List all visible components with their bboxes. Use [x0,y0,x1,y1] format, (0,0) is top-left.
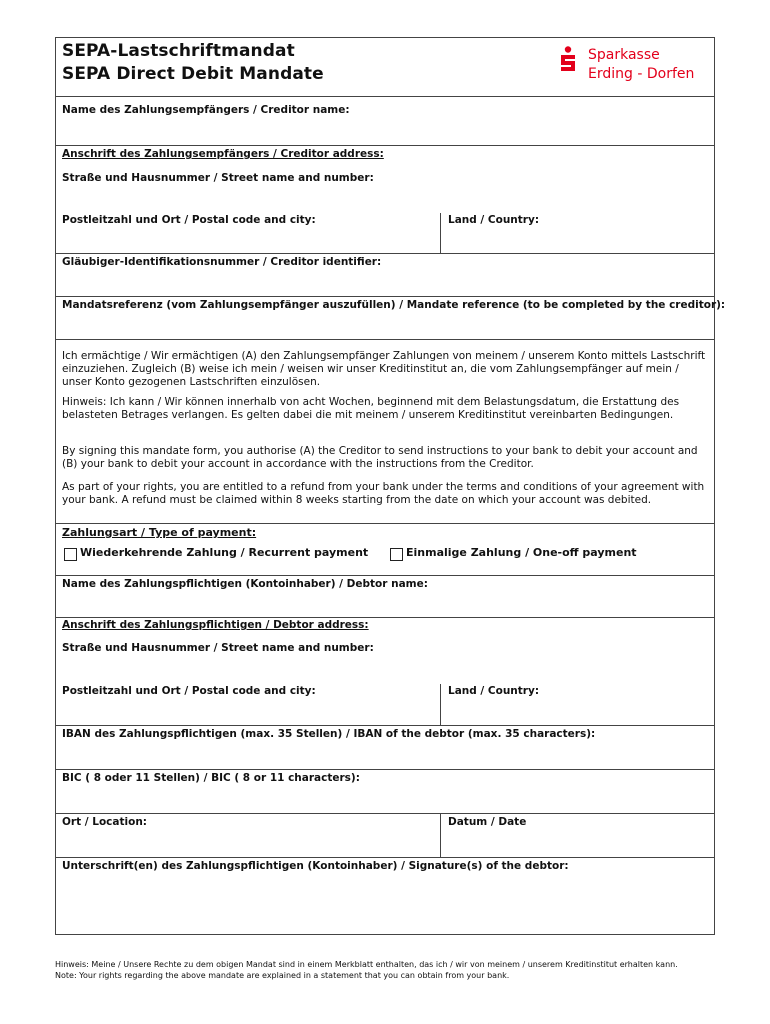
debtor-name-label: Name des Zahlungspflichtigen (Kontoinhaber) / Debtor name: [62,578,428,590]
sparkasse-logo [558,44,708,90]
mandate-reference-field[interactable] [56,297,726,340]
creditor-country-label: Land / Country: [448,214,540,226]
payment-type-label: Zahlungsart / Type of payment: [62,526,257,539]
debtor-country-label: Land / Country: [448,685,540,697]
iban-field[interactable] [56,726,714,770]
recurrent-payment-label: Wiederkehrende Zahlung / Recurrent payment [80,546,369,559]
debtor-address-block [56,618,714,726]
debtor-country-divider [440,684,441,726]
mandate-form [55,37,726,935]
signature-field[interactable] [56,858,714,936]
iban-label: IBAN des Zahlungspflichtigen (max. 35 Stellen) / IBAN of the debtor (max. 35 characters): [62,728,596,740]
signature-label: Unterschrift(en) des Zahlungspflichtigen (Kontoinhaber) / Signature(s) of the debtor: [62,860,569,872]
creditor-name-label: Name des Zahlungsempfängers / Creditor name: [62,104,350,116]
creditor-postal-label: Postleitzahl und Ort / Postal code and city: [62,214,316,226]
creditor-identifier-label: Gläubiger-Identifikationsnummer / Creditor identifier: [62,256,382,268]
location-date-row [56,814,714,858]
title-de: SEPA-Lastschriftmandat [62,41,295,61]
logo-line-2: Erding - Dorfen [588,66,695,82]
title-en: SEPA Direct Debit Mandate [62,64,324,84]
recurrent-payment-checkbox[interactable] [64,548,77,561]
bic-label: BIC ( 8 oder 11 Stellen) / BIC ( 8 or 11 characters): [62,772,360,784]
creditor-street-label: Straße und Hausnummer / Street name and number: [62,172,374,184]
payment-type-block [56,524,714,576]
oneoff-payment-checkbox[interactable] [390,548,403,561]
location-date-divider [440,814,441,858]
bic-field[interactable] [56,770,714,814]
footnote-de: Hinweis: Meine / Unsere Rechte zu dem obigen Mandat sind in einem Merkblatt enthalten, das ich / wir von meinem / unserem Kreditinstitut erhalten kann. [55,960,678,969]
creditor-address-block [56,146,714,254]
creditor-identifier-field[interactable] [56,254,714,297]
debtor-name-field[interactable] [56,576,714,618]
sparkasse-s-icon [558,46,578,72]
mandate-text-block [56,340,714,524]
oneoff-payment-label: Einmalige Zahlung / One-off payment [406,546,637,559]
creditor-country-divider [440,213,441,254]
authorisation-text-de: Ich ermächtige / Wir ermächtigen (A) den Zahlungsempfänger Zahlungen von meinem / unserem Konto mittels Lastschrift einzuziehen. Zugleich (B) weise ich mein / weisen wir unser Kreditinstitut an, die vom Zahlungsempfänger auf mein / unser Konto gezogenen Lastschriften einzulösen. [62,350,706,388]
creditor-name-field[interactable] [56,96,714,146]
logo-line-1: Sparkasse [588,47,660,63]
footnote-en: Note: Your rights regarding the above mandate are explained in a statement that you can obtain from your bank. [55,971,510,980]
creditor-address-label: Anschrift des Zahlungsempfängers / Creditor address: [62,148,384,160]
debtor-postal-label: Postleitzahl und Ort / Postal code and city: [62,685,316,697]
debtor-street-label: Straße und Hausnummer / Street name and number: [62,642,374,654]
rights-text-en: As part of your rights, you are entitled to a refund from your bank under the terms and conditions of your agreement with your bank. A refund must be claimed within 8 weeks starting from the date on which your account was debited. [62,481,705,506]
location-label: Ort / Location: [62,816,147,828]
mandate-reference-label: Mandatsreferenz (vom Zahlungsempfänger auszufüllen) / Mandate reference (to be completed by the creditor): [62,299,726,311]
debtor-address-label: Anschrift des Zahlungspflichtigen / Debtor address: [62,619,369,631]
authorisation-text-en: By signing this mandate form, you authorise (A) the Creditor to send instructions to your bank to debit your account and (B) your bank to debit your account in accordance with the instructions from the Creditor. [62,445,698,470]
form-header [56,38,714,97]
hint-text-de: Hinweis: Ich kann / Wir können innerhalb von acht Wochen, beginnend mit dem Belastungsdatum, die Erstattung des belasteten Betrages verlangen. Es gelten dabei die mit meinem / unserem Kreditinstitut vereinbarten Bedingungen. [62,396,680,421]
date-label: Datum / Date [448,816,527,828]
